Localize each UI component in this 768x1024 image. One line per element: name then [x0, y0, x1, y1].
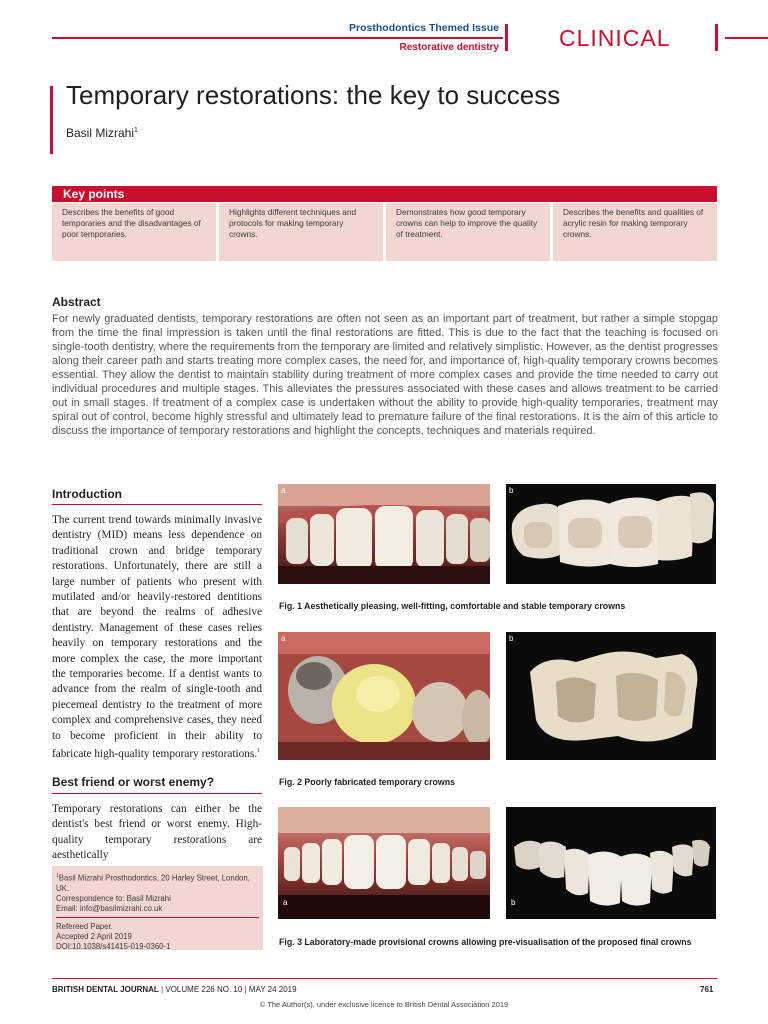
affiliation-address: $^1$Basil Mizrahi Prosthodontics, 20 Harley Street, London, UK. — [56, 873, 250, 893]
page-number: 761 — [700, 985, 714, 994]
category-label: CLINICAL — [559, 25, 671, 51]
section-label: Restorative dentistry — [399, 42, 499, 53]
author-name: Basil Mizrahi — [66, 126, 135, 140]
figure-3a-label: a — [283, 898, 288, 907]
best-friend-rule — [52, 793, 262, 794]
introduction-heading: Introduction — [52, 487, 122, 501]
figure-1a-photo — [278, 484, 490, 584]
key-points-title: Key points — [63, 187, 125, 201]
introduction-text: The current trend towards minimally invasive dentistry (MID) means less dependence on traditional crown and bridge temporary restorations. Unfortunately, there are still a large number of patients who present with mutilated and/or heavily-restored dentitions that are beyond the realms of adhesive dentistry. Management of these cases relies heavily on temporary restorations and the more complex the case, the more important the temporaries become. If a dentist wants to advance from the realm of single-tooth and piecemeal dentistry to the treatment of more complex and comprehensive cases, they need to become proficient in their ability to fabricate high-quality temporary restorations. — [52, 514, 262, 760]
figure-1b-photo — [506, 484, 716, 584]
footer-volume: VOLUME 226 NO. 10 — [165, 985, 243, 994]
key-point-2: Highlights different techniques and protocols for making temporary crowns. — [219, 203, 383, 261]
key-point-3: Demonstrates how good temporary crowns can help to improve the quality of treatment. — [386, 203, 550, 261]
figure-2-caption: Fig. 2 Poorly fabricated temporary crowns — [279, 777, 455, 787]
themed-issue-label: Prosthodontics Themed Issue — [349, 22, 499, 34]
figure-2b-photo — [506, 632, 716, 760]
figure-1b-label: b — [509, 486, 514, 495]
figure-2a-label: a — [281, 634, 286, 643]
introduction-body — [52, 513, 262, 762]
figure-3b-label: b — [511, 898, 516, 907]
key-point-4: Describes the benefits and qualities of acrylic resin for making temporary crowns. — [553, 203, 717, 261]
footer-date: MAY 24 2019 — [248, 985, 297, 994]
key-points-header — [52, 186, 717, 202]
header-rule-right — [725, 37, 768, 39]
header-divider-bar-right — [715, 24, 718, 51]
introduction-ref: 1 — [257, 748, 261, 755]
doi-line: DOI:10.1038/s41415-019-0360-1 — [56, 941, 171, 951]
header-rule-left — [52, 37, 503, 39]
best-friend-heading: Best friend or worst enemy? — [52, 775, 215, 789]
refereed-line: Refereed Paper. — [56, 921, 113, 931]
affiliation-box — [52, 866, 263, 950]
figure-2b-label: b — [509, 634, 514, 643]
figure-3b-photo — [506, 807, 716, 919]
author-line — [66, 126, 138, 140]
abstract-body: For newly graduated dentists, temporary restorations are often not seen as an important part of treatment, but rather a simple stopgap from the time the final impression is taken until the final restorations are fitted. This is due to the fact that the teaching is focused on single-tooth dentistry, where the requirements from the temporary are limited and relatively simplistic. However, as the dentist progresses along their career path and starts treating more complex cases, the need for, and importance of, high-quality temporary crowns becomes essential. They allow the dentist to maintain stability during treatment of more complex cases and provide the time needed to carry out individual procedures and multiple stages. This alleviates the pressures associated with these cases and allows treatment to be carried out in small stages. If treatment of a complex case is undertaken without the ability to provide high-quality temporaries, treatment may spiral out of control, become highly stressful and ultimately lead to premature failure of the final restorations. It is the aim of this article to discuss the importance of temporary restorations and highlight the concepts, techniques and materials required. — [52, 313, 718, 437]
figure-2a-photo — [278, 632, 490, 760]
best-friend-body: Temporary restorations can either be the dentist's best friend or worst enemy. High-quality temporary restorations are aesthetically — [52, 803, 262, 862]
footer-separator: | — [244, 985, 247, 994]
footer-rule — [52, 978, 717, 979]
key-points-row — [52, 203, 717, 261]
article-title: Temporary restorations: the key to success — [66, 80, 561, 110]
footer-journal: BRITISH DENTAL JOURNAL — [52, 985, 159, 994]
copyright-line: © The Author(s), under exclusive licence to British Dental Association 2019 — [259, 1000, 509, 1009]
affiliation-rule — [56, 917, 259, 918]
author-affiliation-ref: 1 — [134, 127, 138, 134]
figure-3a-photo — [278, 807, 490, 919]
figure-1-caption: Fig. 1 Aesthetically pleasing, well-fitting, comfortable and stable temporary crowns — [279, 601, 626, 611]
key-point-1: Describes the benefits of good temporaries and the disadvantages of poor temporaries. — [52, 203, 216, 261]
figure-3-caption: Fig. 3 Laboratory-made provisional crowns allowing pre-visualisation of the proposed final crowns — [279, 937, 692, 947]
correspondence-line: Correspondence to: Basil Mizrahi — [56, 893, 171, 903]
introduction-rule — [52, 504, 262, 505]
footer-separator: | — [161, 985, 164, 994]
footer-citation — [52, 985, 297, 994]
title-accent-bar — [50, 86, 53, 154]
header-divider-bar — [505, 24, 508, 51]
email-line: Email: info@basilmizrahi.co.uk — [56, 903, 163, 913]
accepted-line: Accepted 2 April 2019 — [56, 931, 132, 941]
figure-1a-label: a — [281, 486, 286, 495]
abstract-heading: Abstract — [52, 295, 101, 309]
